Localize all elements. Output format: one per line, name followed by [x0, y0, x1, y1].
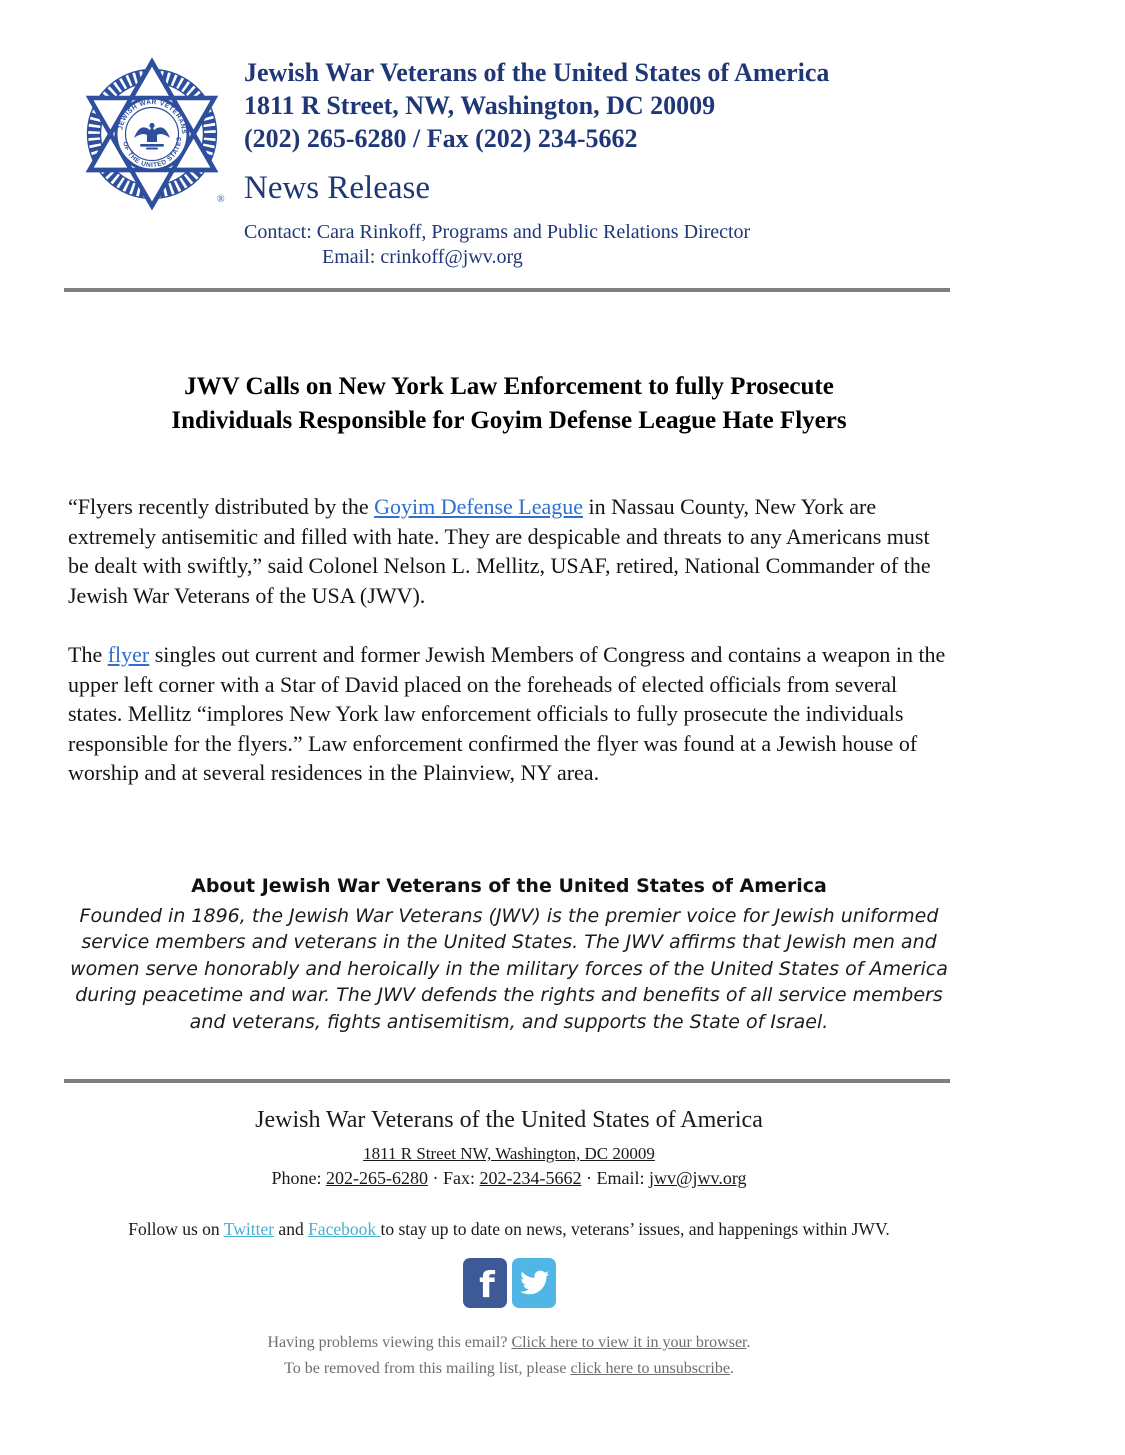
footer-address-text[interactable]: 1811 R Street NW, Washington, DC 20009 [363, 1144, 655, 1163]
email-fineprint [68, 1330, 950, 1382]
flyer-link[interactable]: flyer [107, 642, 150, 667]
paragraph-quote [68, 492, 950, 610]
contact-email: Email: crinkoff@jwv.org [322, 246, 523, 268]
phone-link[interactable]: 202-265-6280 [325, 1168, 428, 1188]
org-name: Jewish War Veterans of the United States of America [244, 58, 830, 87]
jwv-emblem-icon [76, 50, 228, 220]
footer-org-name: Jewish War Veterans of the United States of America [255, 1107, 763, 1133]
headline-line-2: Individuals Responsible for Goyim Defense League Hate Flyers [171, 407, 847, 434]
registered-trademark: ® [217, 194, 225, 205]
twitter-link[interactable]: Twitter [223, 1219, 275, 1239]
follow-text-end: to stay up to date on news, veterans’ issues, and happenings within JWV. [380, 1219, 890, 1239]
footer-divider [64, 1079, 950, 1083]
header-divider [64, 288, 950, 292]
twitter-icon[interactable] [512, 1258, 556, 1308]
follow-us-line [68, 1219, 950, 1240]
email-label: · Email: [581, 1168, 649, 1188]
footer-address [68, 1144, 950, 1164]
browser-line-period: . [746, 1334, 751, 1351]
news-release-label: News Release [244, 170, 431, 206]
unsubscribe-line [68, 1356, 950, 1382]
email-page [68, 0, 950, 1382]
jwv-logo [76, 50, 228, 270]
logo-ring-text-bottom: OF THE UNITED STATES [121, 136, 184, 170]
headline-line-1: JWV Calls on New York Law Enforcement to fully Prosecute [184, 373, 834, 400]
org-address: 1811 R Street, NW, Washington, DC 20009 [244, 91, 716, 120]
svg-text:f: f [478, 1265, 495, 1303]
phone-label: Phone: [271, 1168, 326, 1188]
facebook-icon[interactable] [463, 1258, 507, 1308]
follow-text-mid: and [274, 1219, 309, 1239]
browser-line-text: Having problems viewing this email? [267, 1334, 512, 1351]
follow-text: Follow us on [128, 1219, 224, 1239]
footer-contact-line [68, 1168, 950, 1189]
org-phone-fax: (202) 265-6280 / Fax (202) 234-5662 [244, 124, 638, 153]
about-heading: About Jewish War Veterans of the United States of America [191, 874, 827, 897]
paragraph-2-text: The [68, 642, 108, 667]
paragraph-1-text-cont: in Nassau County, New York are extremely antisemitic and filled with hate. They are despicable and threats to any Americans must be dealt with swiftly,” said Colonel Nelson L. Mellitz, USAF, retired, National Commander of the Jewish War Veterans of the USA (JWV). [68, 494, 931, 608]
goyim-defense-league-link[interactable]: Goyim Defense League [374, 494, 584, 519]
unsubscribe-text: To be removed from this mailing list, please [284, 1360, 571, 1377]
social-icons [68, 1258, 950, 1308]
unsubscribe-period: . [729, 1360, 734, 1377]
view-in-browser-line [68, 1330, 950, 1356]
about-body: Founded in 1896, the Jewish War Veterans (JWV) is the premier voice for Jewish uniformed service members and veterans in the United States. The JWV affirms that Jewish men and women serve honorably and heroically in the military forces of the United States of America during peacetime and war. The JWV defends the rights and benefits of all service members and veterans, fights antisemitism, and supports the State of Israel. [70, 904, 948, 1033]
facebook-link[interactable]: Facebook [308, 1219, 381, 1239]
paragraph-1-text: “Flyers recently distributed by the [68, 494, 375, 519]
unsubscribe-link[interactable]: click here to unsubscribe [570, 1360, 730, 1377]
logo-ring-text-top: JEWISH WAR VETERANS [117, 98, 188, 135]
view-in-browser-link[interactable]: Click here to view it in your browser [511, 1334, 747, 1351]
paragraph-flyer [68, 640, 950, 788]
paragraph-2-text-cont: singles out current and former Jewish Members of Congress and contains a weapon in the upper left corner with a Star of David placed on the foreheads of elected officials from several states. Mellitz “implores New York law enforcement officials to fully prosecute the individuals responsible for the flyers.” Law enforcement confirmed the flyer was found at a Jewish house of worship and at several residences in the Plainview, NY area. [68, 642, 946, 785]
fax-label: · Fax: [427, 1168, 480, 1188]
letterhead [68, 0, 950, 270]
headline [68, 370, 950, 438]
letterhead-text [244, 50, 829, 270]
email-link[interactable]: jwv@jwv.org [648, 1168, 747, 1188]
contact-line: Contact: Cara Rinkoff, Programs and Public Relations Director [244, 221, 751, 243]
fax-link[interactable]: 202-234-5662 [479, 1168, 582, 1188]
